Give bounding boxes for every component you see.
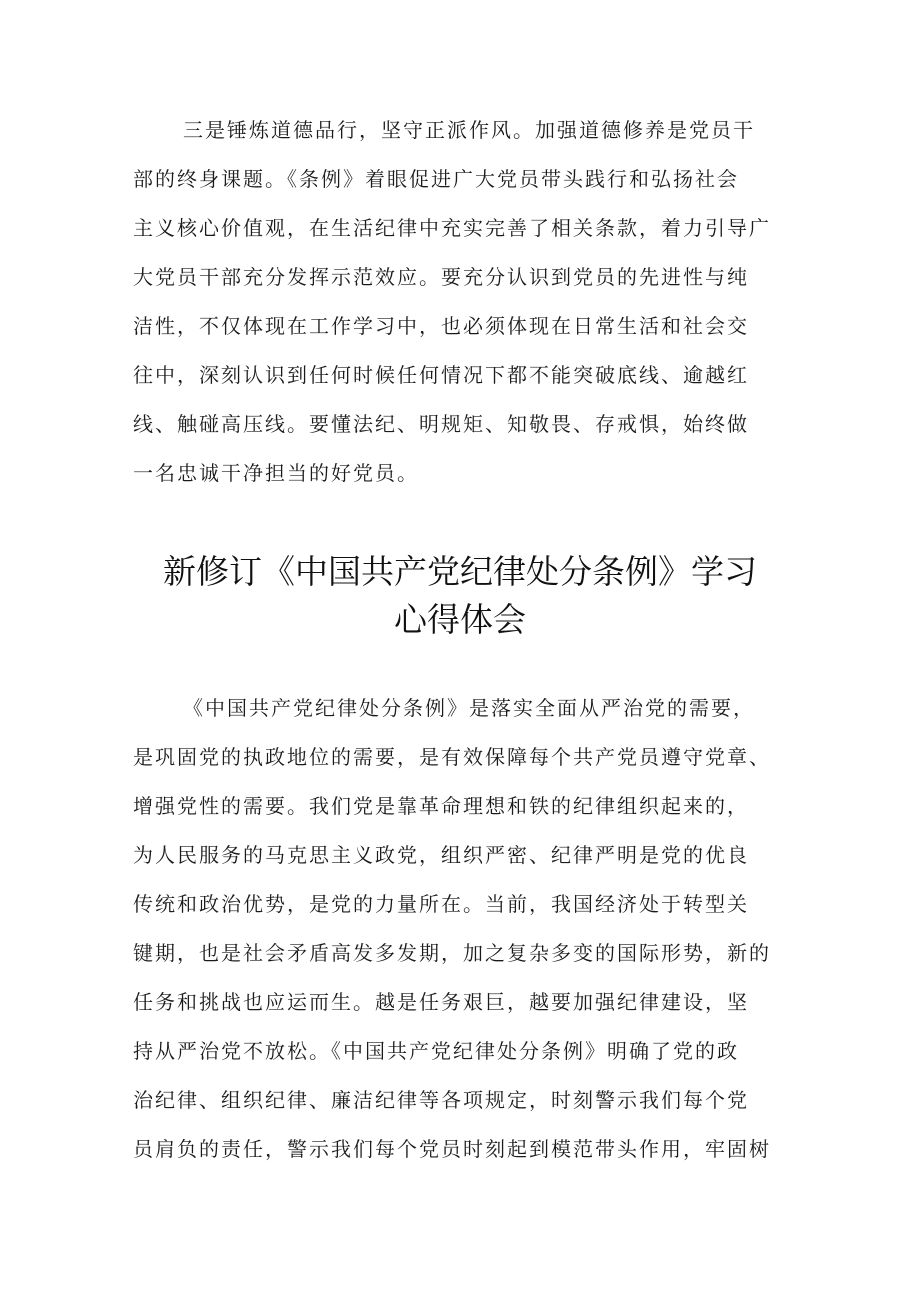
text-line: 洁性，不仅体现在工作学习中，也必须体现在日常生活和社会交 xyxy=(133,314,749,338)
text-line: 《中国共产党纪律处分条例》是落实全面从严治党的需要， xyxy=(183,696,755,720)
title-line-1: 新修订《中国共产党纪律处分条例》学习 xyxy=(163,552,757,591)
text-line: 为人民服务的马克思主义政党，组织严密、纪律严明是党的优良 xyxy=(133,843,749,867)
paragraph-ethics xyxy=(133,106,798,498)
text-line: 一名忠诚干净担当的好党员。 xyxy=(133,461,419,485)
text-line: 三是锤炼道德品行，坚守正派作风。加强道德修养是党员干 xyxy=(183,118,755,142)
section-title xyxy=(100,548,820,644)
text-line: 任务和挑战也应运而生。越是任务艰巨，越要加强纪律建设，坚 xyxy=(133,990,749,1014)
text-line: 部的终身课题。《条例》着眼促进广大党员带头践行和弘扬社会 xyxy=(133,167,739,191)
text-line: 主义核心价值观，在生活纪律中充实完善了相关条款，着力引导广 xyxy=(133,216,771,240)
text-line: 键期，也是社会矛盾高发多发期，加之复杂多变的国际形势，新的 xyxy=(133,941,771,965)
text-line: 传统和政治优势，是党的力量所在。当前，我国经济处于转型关 xyxy=(133,892,749,916)
text-line: 大党员干部充分发挥示范效应。要充分认识到党员的先进性与纯 xyxy=(133,265,749,289)
text-line: 往中，深刻认识到任何时候任何情况下都不能突破底线、逾越红 xyxy=(133,363,749,387)
text-line: 是巩固党的执政地位的需要，是有效保障每个共产党员遵守党章、 xyxy=(133,745,771,769)
text-line: 员肩负的责任，警示我们每个党员时刻起到模范带头作用，牢固树 xyxy=(133,1137,771,1161)
text-line: 增强党性的需要。我们党是靠革命理想和铁的纪律组织起来的， xyxy=(133,794,749,818)
text-line: 线、触碰高压线。要懂法纪、明规矩、知敬畏、存戒惧，始终做 xyxy=(133,412,749,436)
title-line-2: 心得体会 xyxy=(394,600,526,639)
text-line: 持从严治党不放松。《中国共产党纪律处分条例》明确了党的政 xyxy=(133,1039,739,1063)
text-line: 治纪律、组织纪律、廉洁纪律等各项规定，时刻警示我们每个党 xyxy=(133,1088,749,1112)
paragraph-regulations xyxy=(133,684,798,1174)
